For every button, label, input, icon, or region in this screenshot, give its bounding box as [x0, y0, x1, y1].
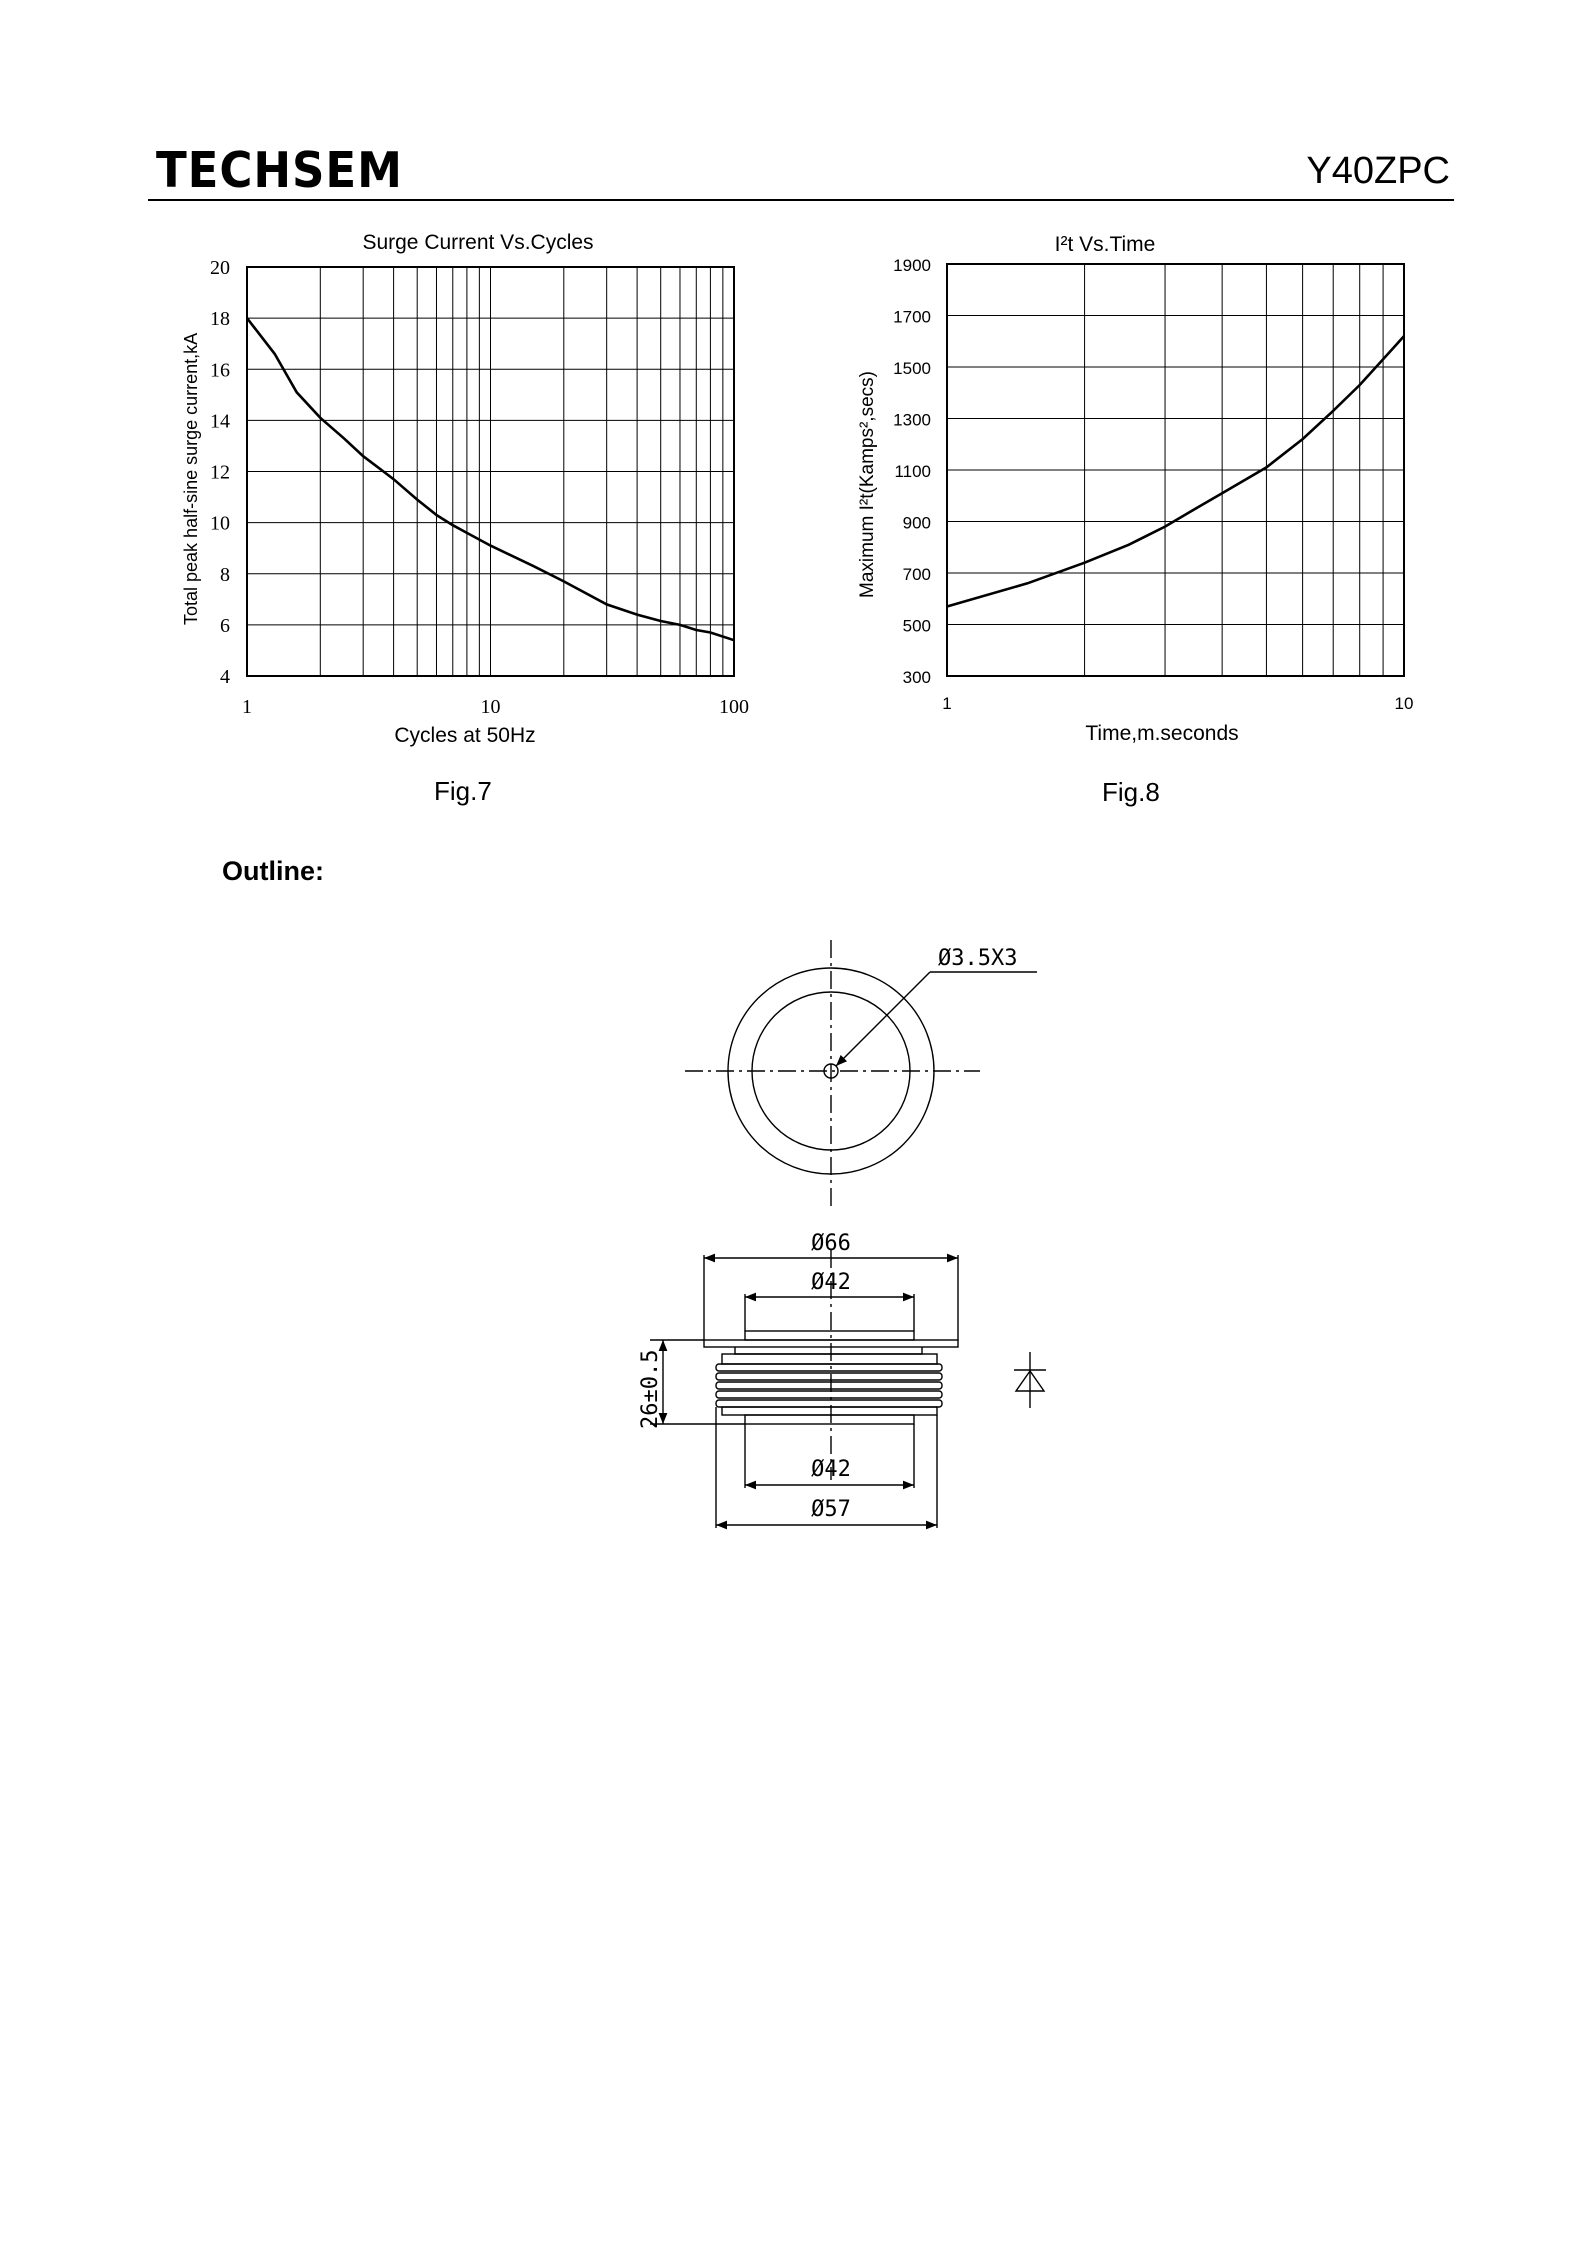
chart2-ylabel: Maximum I²t(Kamps²,secs): [857, 371, 878, 598]
chart1-ytick-label: 12: [210, 461, 230, 484]
chart-surge-current: [140, 220, 780, 760]
chart1-xlabel: Cycles at 50Hz: [394, 724, 536, 747]
chart1-xtick-label: 10: [480, 696, 501, 718]
chart1-ytick-label: 18: [210, 308, 230, 331]
chart2-ytick-label: 500: [902, 616, 931, 636]
chart2-title-text: I²t Vs.Time: [1054, 233, 1156, 256]
dim-label-42-top: Ø42: [811, 1270, 851, 1295]
chart2-ytick-label: 1700: [893, 307, 931, 327]
bottom-flange: [722, 1407, 937, 1415]
chart1-title: Surge Current Vs.Cycles: [362, 231, 594, 254]
ceramic-body: [722, 1354, 937, 1364]
chart1-ytick-label: 4: [220, 666, 230, 688]
outline-drawing: [600, 920, 1120, 1550]
chart-i2t-time: [840, 220, 1450, 760]
header-rule: [148, 199, 1454, 201]
chart2-ytick-label: 1900: [893, 256, 931, 275]
outline-heading: Outline:: [222, 856, 324, 886]
chart1-ytick-label: 6: [220, 614, 230, 637]
chart1-ytick-label: 20: [210, 257, 230, 279]
chart2-ytick-label: 900: [902, 513, 931, 533]
upper-body: [735, 1347, 922, 1354]
fin-5: [716, 1400, 942, 1407]
chart2-ytick-label: 1100: [894, 462, 931, 481]
fin-3: [716, 1382, 942, 1389]
chart2-xlabel: Time,m.seconds: [1085, 722, 1239, 745]
chart1-ytick-label: 14: [210, 410, 230, 433]
dim-label-height: 26±0.5: [638, 1349, 663, 1429]
dim-label-hole: Ø3.5X3: [938, 946, 1018, 971]
chart1-xtick-label: 100: [719, 696, 749, 718]
chart2-xtick-label: 10: [1394, 694, 1414, 713]
part-number: Y40ZPC: [1306, 150, 1450, 192]
hole-leader: [836, 972, 930, 1066]
chart2-title: [1055, 233, 1156, 256]
chart2-ytick-label: 1300: [893, 410, 931, 430]
top-pole: [745, 1331, 914, 1340]
chart1-xtick-label: 1: [242, 696, 252, 718]
fig8-caption: Fig.8: [1102, 777, 1160, 807]
dim-label-42-bottom: Ø42: [811, 1457, 851, 1482]
chart1-grid: [247, 267, 734, 676]
dim-label-66: Ø66: [811, 1231, 851, 1256]
dim-label-57: Ø57: [811, 1497, 851, 1522]
chart2-ticks: [893, 256, 1413, 713]
fin-1: [716, 1364, 942, 1371]
diode-symbol-icon: [1014, 1352, 1046, 1408]
chart2-ytick-label: 300: [902, 668, 931, 687]
chart2-ytick-label: 700: [902, 565, 931, 584]
fin-2: [716, 1373, 942, 1380]
chart1-ytick-label: 8: [220, 563, 230, 586]
chart2-grid: [947, 264, 1404, 676]
bottom-pole: [745, 1415, 914, 1424]
chart2-series-line: [947, 336, 1404, 606]
chart1-ytick-label: 16: [210, 359, 230, 382]
chart2-ytick-label: 1500: [893, 359, 931, 378]
fig7-caption: Fig.7: [434, 776, 492, 806]
brand-logo: TECHSEM: [156, 142, 403, 199]
chart1-ylabel: Total peak half-sine surge current,kA: [181, 332, 201, 625]
chart2-xtick-label: 1: [942, 694, 952, 713]
chart1-ytick-label: 10: [210, 512, 230, 535]
fin-4: [716, 1391, 942, 1398]
